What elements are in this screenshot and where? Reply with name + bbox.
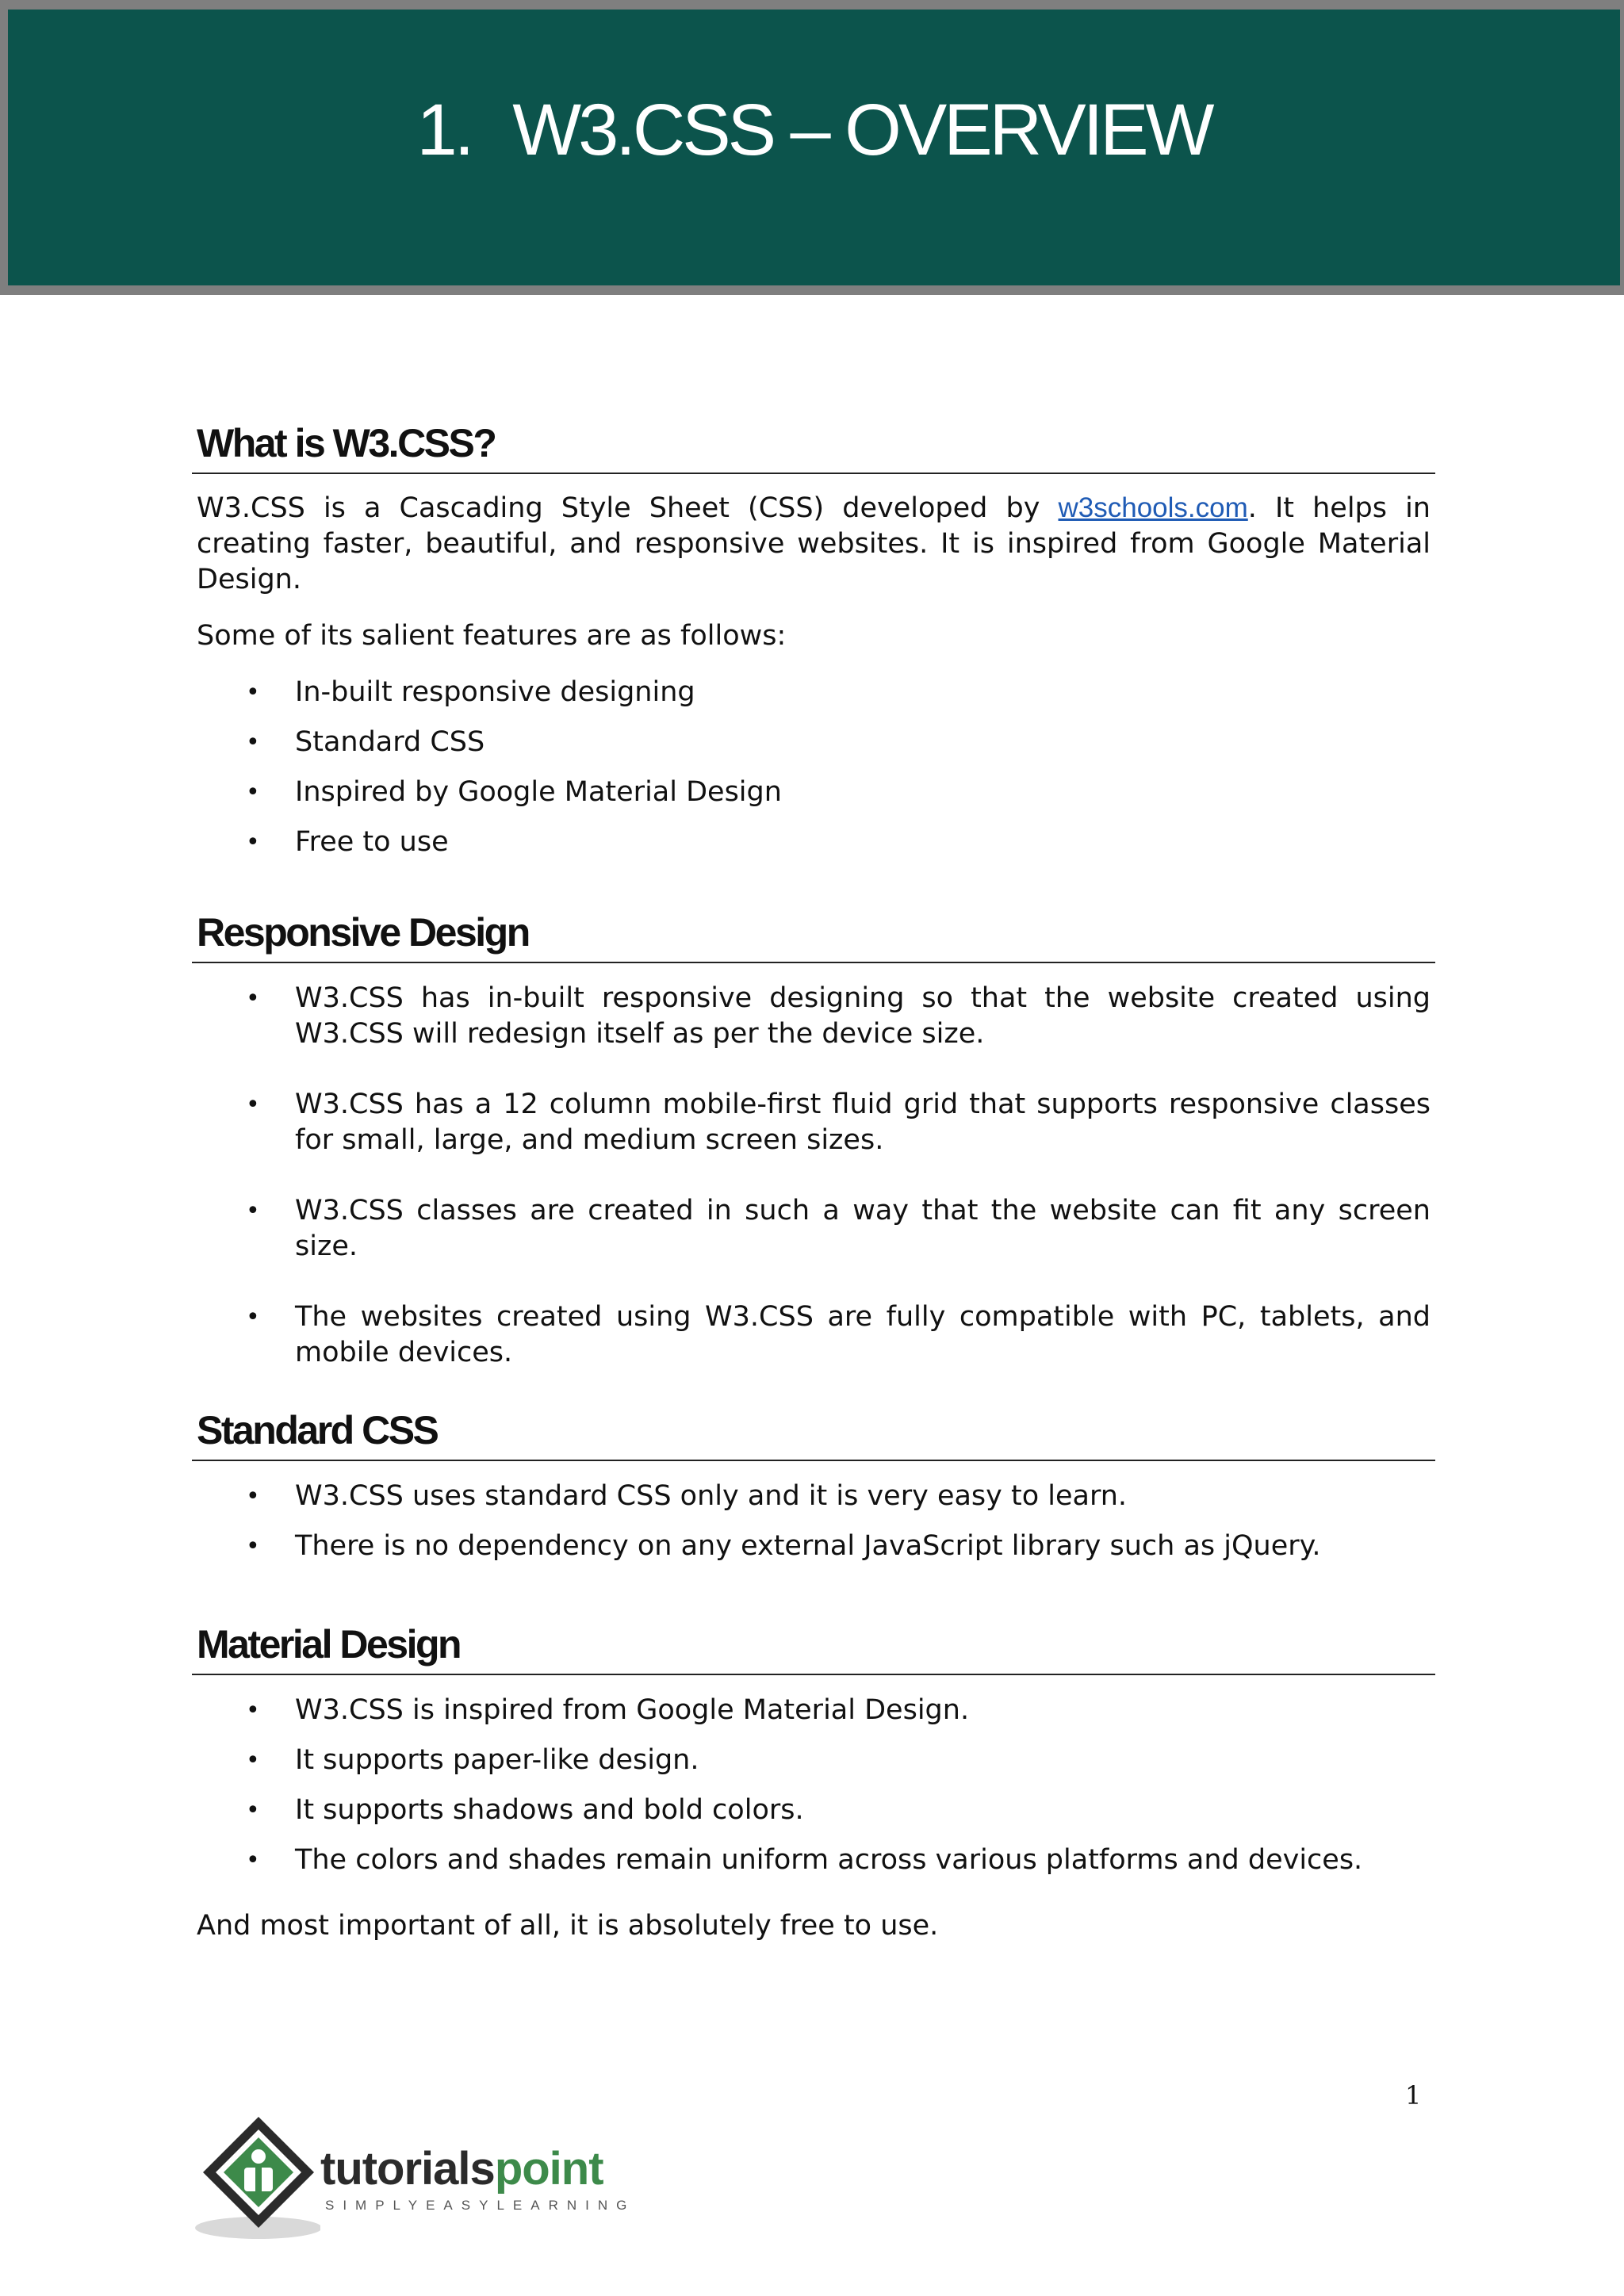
section-material-design: [197, 1620, 1431, 1944]
bullet-icon: •: [246, 1483, 260, 1510]
intro-text-end: . It helps in creating faster, beautiful, and responsive websites. It is inspired from Google Material Design.: [197, 492, 1431, 595]
bullet-icon: •: [246, 1846, 260, 1874]
responsive-list: [197, 981, 1431, 1371]
intro-paragraph: [197, 490, 1431, 598]
material-design-list: [197, 1693, 1431, 1878]
bullet-icon: •: [246, 1697, 260, 1724]
list-item: • It supports shadows and bold colors.: [197, 1793, 1431, 1828]
features-list: [197, 675, 1431, 860]
logo-tagline: SIMPLYEASYLEARNING: [325, 2198, 636, 2213]
closing-paragraph: And most important of all, it is absolutely free to use.: [197, 1910, 939, 1942]
bullet-icon: •: [246, 729, 260, 756]
document-body: [197, 419, 1431, 1944]
chapter-number: 1.: [416, 90, 472, 170]
page-number: 1: [1405, 2080, 1422, 2110]
list-item: • W3.CSS is inspired from Google Material Design.: [197, 1693, 1431, 1728]
section-heading-material-design: Material Design: [192, 1620, 1435, 1675]
list-item: • W3.CSS has a 12 column mobile-first fluid grid that supports responsive classes for small, large, and medium screen sizes.: [246, 1089, 1431, 1156]
section-heading-what-is: What is W3.CSS?: [192, 419, 1435, 474]
section-standard-css: [197, 1406, 1431, 1564]
list-item: • Free to use: [197, 825, 1431, 860]
bullet-icon: •: [246, 828, 260, 856]
chapter-banner-frame: [0, 0, 1624, 295]
list-item: • W3.CSS uses standard CSS only and it is very easy to learn.: [197, 1479, 1431, 1514]
bullet-icon: •: [246, 1797, 260, 1824]
section-what-is: [197, 419, 1431, 860]
section-heading-standard-css: Standard CSS: [192, 1406, 1435, 1461]
list-item: • Inspired by Google Material Design: [197, 775, 1431, 810]
chapter-title-text: W3.CSS – OVERVIEW: [512, 90, 1212, 170]
bullet-icon: •: [246, 779, 260, 806]
list-item: • The colors and shades remain uniform across various platforms and devices.: [197, 1843, 1431, 1878]
list-item: • The websites created using W3.CSS are fully compatible with PC, tablets, and mobile devices.: [246, 1301, 1431, 1368]
chapter-title: [417, 89, 1212, 172]
bullet-icon: •: [246, 1747, 260, 1774]
bullet-icon: •: [246, 1091, 260, 1119]
bullet-icon: •: [246, 679, 260, 706]
logo-mark-icon: [193, 2109, 320, 2244]
chapter-banner: [8, 10, 1620, 285]
list-item: • In-built responsive designing: [197, 675, 1431, 710]
w3schools-link[interactable]: w3schools.com: [1058, 492, 1248, 523]
bullet-icon: •: [246, 1303, 260, 1331]
list-item: • There is no dependency on any external JavaScript library such as jQuery.: [197, 1529, 1431, 1564]
list-item: • W3.CSS classes are created in such a way that the website can fit any screen size.: [246, 1195, 1431, 1262]
standard-css-list: [197, 1479, 1431, 1564]
bullet-icon: •: [246, 1197, 260, 1225]
tutorialspoint-logo: [193, 2109, 638, 2244]
list-item: • Standard CSS: [197, 725, 1431, 760]
list-item: • It supports paper-like design.: [197, 1743, 1431, 1778]
features-lead: Some of its salient features are as follows:: [197, 620, 787, 652]
bullet-icon: •: [246, 985, 260, 1012]
section-responsive: [197, 908, 1431, 1371]
logo-wordmark: tutorialspoint: [320, 2143, 603, 2195]
section-heading-responsive: Responsive Design: [192, 908, 1435, 963]
intro-text-start: W3.CSS is a Cascading Style Sheet (CSS) developed by: [197, 492, 1059, 524]
bullet-icon: •: [246, 1533, 260, 1560]
list-item: • W3.CSS has in-built responsive designing so that the website created using W3.CSS will redesign itself as per the device size.: [246, 982, 1431, 1050]
